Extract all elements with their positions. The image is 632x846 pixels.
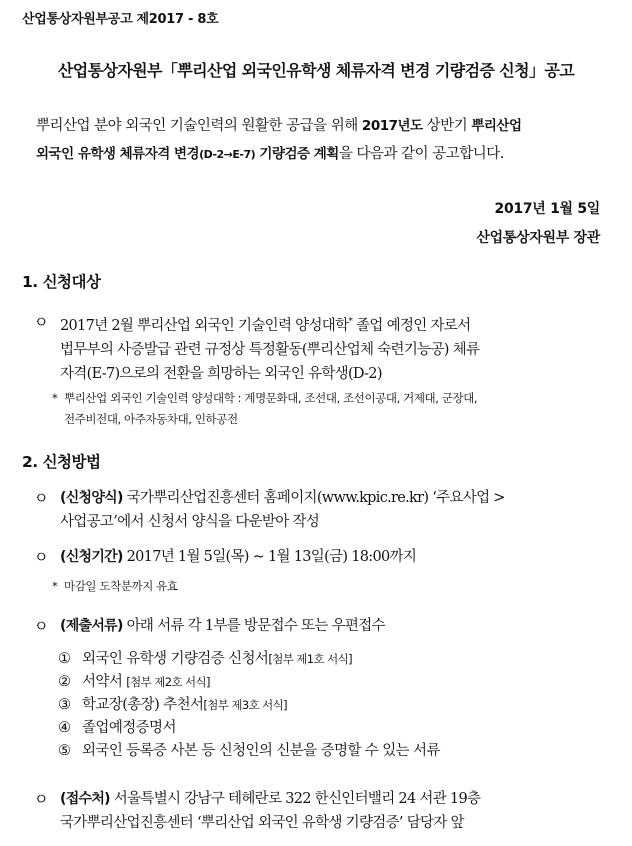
item-number: ④ [58,720,71,736]
intro-bold-plan: 기량검증 계획 [255,146,339,162]
footnote-mark: * [52,391,58,405]
item-text: 서울특별시 강남구 테헤란로 322 한신인터밸리 24 서관 19층 [109,791,481,807]
footnote-text: 마감일 도착분까지 유효 [64,579,178,593]
intro-bold-year: 2017년도 [361,118,423,134]
intro-text: 을 다음과 같이 공고합니다. [338,146,504,162]
footnote-mark: * [348,317,353,327]
bullet-icon: ㅇ [34,548,49,566]
eligibility-paragraph [60,310,600,386]
list-item [58,740,618,763]
section-heading: 1. 신청대상 [22,273,101,291]
reception-paragraph [60,787,600,835]
attachment-ref: [첨부 제3호 서식] [203,698,288,712]
item-label: (신청양식) [60,490,123,506]
item-label: (제출서류) [60,618,123,634]
intro-visa-code: (D-2→E-7) [199,148,256,161]
deadline-footnote [52,576,612,597]
item-text: 국가뿌리산업진흥센터 홈페이지(www.kpic.re.kr) ‘주요사업 > [122,490,505,506]
intro-text: 뿌리산업 분야 외국인 기술인력의 원활한 공급을 위해 [36,118,362,134]
bullet-icon: ㅇ [34,489,49,507]
documents-paragraph [60,614,600,638]
item-text: 학교장(총장) 추천서 [82,697,204,713]
item-text: 2017년 1월 5일(목) ~ 1월 13일(금) 18:00까지 [122,549,417,565]
application-form-paragraph [60,486,600,534]
item-label: (신청기간) [60,549,123,565]
bullet-icon: ㅇ [34,313,49,331]
list-item [58,648,618,671]
issuer: 산업통상자원부 장관 [476,230,600,246]
item-text: 졸업예정증명서 [82,720,176,736]
intro-text: 상반기 [422,118,472,134]
item-label: (접수처) [60,791,110,807]
intro-paragraph [36,112,606,169]
intro-bold-root-industry: 뿌리산업 [471,118,522,134]
section-heading: 2. 신청방법 [22,453,101,471]
list-item [58,671,618,694]
list-item [58,694,618,717]
document-title: 산업통상자원부「뿌리산업 외국인유학생 체류자격 변경 기량검증 신청」공고 [57,61,575,80]
notice-date: 2017년 1월 5일 [494,201,600,217]
eligibility-text: 졸업 예정인 자로서 [352,317,471,334]
notice-number: 산업통상자원부공고 제2017 - 8호 [22,12,219,27]
attachment-ref: [첨부 제1호 서식] [268,652,352,666]
item-number: ⑤ [58,743,71,759]
item-number: ② [58,674,71,690]
item-text: 외국인 유학생 기량검증 신청서 [82,651,269,667]
eligibility-text: 2017년 2월 뿌리산업 외국인 기술인력 양성대학 [60,317,349,334]
item-number: ③ [58,697,71,713]
footnote-text: 전주비전대, 아주자동차대, 인하공전 [64,412,238,426]
item-number: ① [58,651,71,667]
documents-list [58,648,618,763]
attachment-ref: [첨부 제2호 서식] [126,675,210,689]
item-text: 외국인 등록증 사본 등 신청인의 신분을 증명할 수 있는 서류 [82,743,440,759]
college-footnote [52,388,612,430]
bullet-icon: ㅇ [34,790,49,808]
footnote-mark: * [52,579,58,593]
application-period-paragraph [60,545,600,569]
item-text: 사업공고’에서 신청서 양식을 다운받아 작성 [60,514,320,530]
bullet-icon: ㅇ [34,617,49,635]
item-text: 국가뿌리산업진흥센터 ‘뿌리산업 외국인 유학생 기량검증’ 담당자 앞 [60,815,464,831]
item-text: 아래 서류 각 1부를 방문접수 또는 우편접수 [122,618,385,634]
eligibility-text: 법무부의 사증발급 관련 규정상 특정활동(뿌리산업체 숙련기능공) 체류 [60,341,480,358]
list-item [58,717,618,740]
footnote-text: 뿌리산업 외국인 기술인력 양성대학 : 계명문화대, 조선대, 조선이공대, 거제대, 군장대, [64,391,478,405]
eligibility-text: 자격(E-7)으로의 전환을 희망하는 외국인 유학생(D-2) [60,365,382,382]
item-text: 서약서 [82,674,127,690]
intro-bold-visa-change: 외국인 유학생 체류자격 변경 [36,146,200,162]
